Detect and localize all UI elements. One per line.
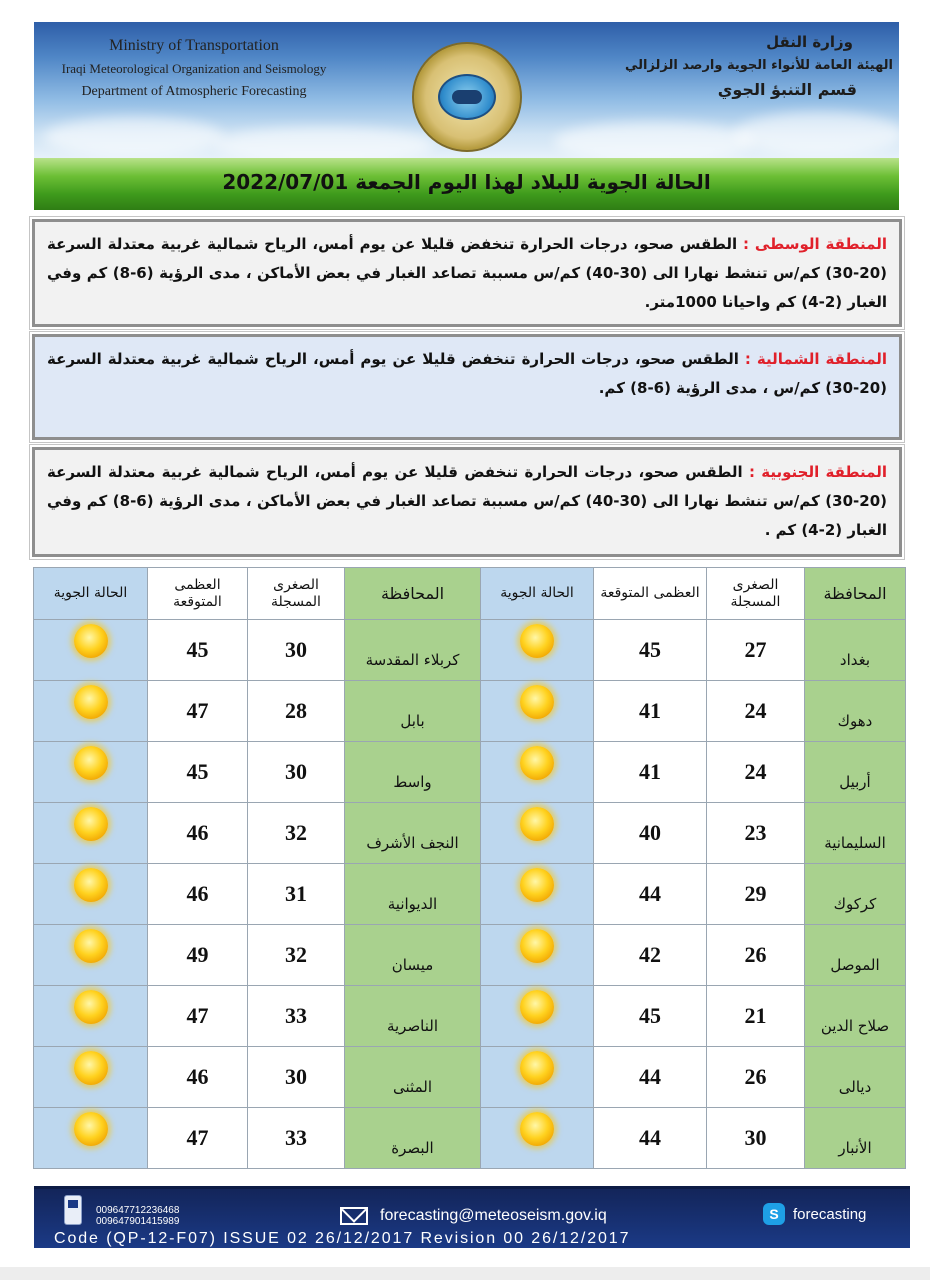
temperature-table bbox=[33, 567, 906, 1169]
governorate-cell bbox=[805, 742, 906, 803]
condition-cell bbox=[481, 742, 594, 803]
sun-icon bbox=[74, 1112, 108, 1146]
max-temp-cell bbox=[148, 925, 248, 986]
condition-cell bbox=[481, 1108, 594, 1169]
governorate-cell bbox=[345, 986, 481, 1047]
min-temp-value: 26 bbox=[744, 942, 767, 967]
skype-icon: S bbox=[763, 1203, 785, 1225]
header-min-recorded: الصغرى المسجلة bbox=[248, 568, 345, 620]
phone-numbers bbox=[96, 1205, 179, 1227]
max-temp-cell bbox=[148, 986, 248, 1047]
organization-name-ar: الهيئة العامة للأنواء الجوية وارصد الزلزالي bbox=[624, 58, 893, 73]
max-temp-cell bbox=[148, 681, 248, 742]
min-temp-value: 24 bbox=[744, 759, 767, 784]
sun-icon bbox=[74, 624, 108, 658]
min-temp-value: 32 bbox=[285, 820, 307, 845]
max-temp-cell bbox=[148, 742, 248, 803]
sun-icon bbox=[74, 807, 108, 841]
region-central bbox=[32, 219, 902, 327]
governorate-cell bbox=[805, 1047, 906, 1108]
table-row bbox=[34, 986, 906, 1047]
organization-logo bbox=[412, 42, 522, 152]
min-temp-value: 32 bbox=[285, 942, 307, 967]
page-title: الحالة الجوية للبلاد لهذا اليوم الجمعة 2022/07/01 bbox=[222, 170, 711, 194]
region-text: الطقس صحو، درجات الحرارة تنخفض قليلا عن يوم أمس، الرياح شمالية غربية معتدلة السرعة (20-30) كم/س تنشط نهارا الى (30-40) كم/س مسببة تصاعد الغبار في بعض الأماكن ، مدى الرؤية (6-8) كم وفي الغبار (2-4) كم واحيانا 1000متر. bbox=[47, 235, 887, 311]
max-temp-value: 46 bbox=[186, 820, 209, 845]
governorate-value: بابل bbox=[400, 712, 425, 730]
page-bottom-divider bbox=[0, 1267, 930, 1280]
governorate-cell bbox=[345, 803, 481, 864]
governorate-value: واسط bbox=[393, 773, 432, 791]
condition-cell bbox=[34, 1047, 148, 1108]
header-governorate: المحافظة bbox=[345, 568, 481, 620]
governorate-cell bbox=[345, 925, 481, 986]
governorate-cell bbox=[805, 986, 906, 1047]
min-temp-cell bbox=[248, 1047, 345, 1108]
max-temp-value: 44 bbox=[639, 1064, 661, 1089]
sun-icon bbox=[74, 868, 108, 902]
sun-icon bbox=[520, 807, 554, 841]
max-temp-cell bbox=[594, 620, 707, 681]
min-temp-value: 23 bbox=[744, 820, 767, 845]
logo-emblem bbox=[438, 74, 496, 120]
governorate-value: كركوك bbox=[833, 895, 877, 913]
max-temp-cell bbox=[594, 742, 707, 803]
sun-icon bbox=[520, 685, 554, 719]
governorate-cell bbox=[345, 1047, 481, 1108]
header-arabic-text bbox=[593, 30, 893, 102]
max-temp-value: 40 bbox=[639, 820, 661, 845]
region-north bbox=[32, 334, 902, 440]
condition-cell bbox=[481, 681, 594, 742]
governorate-cell bbox=[345, 864, 481, 925]
governorate-value: صلاح الدين bbox=[820, 1017, 890, 1035]
table-row bbox=[34, 1108, 906, 1169]
governorate-cell bbox=[805, 681, 906, 742]
max-temp-value: 45 bbox=[186, 759, 209, 784]
region-text: الطقس صحو، درجات الحرارة تنخفض قليلا عن يوم أمس، الرياح شمالية غربية معتدلة السرعة (20-30) كم/س ، مدى الرؤية (6-8) كم. bbox=[47, 350, 887, 397]
region-name: المنطقة الشمالية : bbox=[744, 350, 888, 368]
table-body bbox=[34, 620, 906, 1169]
min-temp-cell bbox=[248, 986, 345, 1047]
cloud-decoration bbox=[214, 127, 434, 162]
governorate-cell bbox=[345, 620, 481, 681]
min-temp-value: 29 bbox=[744, 881, 767, 906]
min-temp-value: 24 bbox=[744, 698, 767, 723]
min-temp-cell bbox=[707, 681, 805, 742]
table-row bbox=[34, 681, 906, 742]
max-temp-cell bbox=[594, 925, 707, 986]
min-temp-value: 30 bbox=[285, 637, 307, 662]
table-row bbox=[34, 620, 906, 681]
condition-cell bbox=[34, 925, 148, 986]
sun-icon bbox=[74, 929, 108, 963]
min-temp-value: 26 bbox=[744, 1064, 767, 1089]
min-temp-cell bbox=[707, 742, 805, 803]
header-condition: الحالة الجوية bbox=[34, 568, 148, 620]
condition-cell bbox=[34, 742, 148, 803]
max-temp-value: 44 bbox=[639, 881, 661, 906]
min-temp-value: 30 bbox=[285, 1064, 307, 1089]
min-temp-cell bbox=[707, 925, 805, 986]
max-temp-cell bbox=[594, 1047, 707, 1108]
max-temp-value: 49 bbox=[186, 942, 209, 967]
sun-icon bbox=[74, 1051, 108, 1085]
governorate-value: البصرة bbox=[391, 1139, 434, 1157]
table-header-row bbox=[34, 568, 906, 620]
min-temp-cell bbox=[707, 1047, 805, 1108]
header-max-expected: العظمى المتوقعة bbox=[148, 568, 248, 620]
governorate-cell bbox=[805, 1108, 906, 1169]
max-temp-cell bbox=[594, 1108, 707, 1169]
min-temp-cell bbox=[707, 864, 805, 925]
title-bar bbox=[34, 158, 899, 210]
min-temp-cell bbox=[707, 986, 805, 1047]
max-temp-value: 41 bbox=[639, 759, 661, 784]
footer bbox=[34, 1186, 910, 1248]
cloud-icon bbox=[452, 90, 482, 104]
region-south bbox=[32, 447, 902, 557]
min-temp-cell bbox=[248, 742, 345, 803]
max-temp-value: 47 bbox=[186, 698, 209, 723]
sun-icon bbox=[520, 868, 554, 902]
max-temp-value: 44 bbox=[639, 1125, 661, 1150]
max-temp-cell bbox=[594, 864, 707, 925]
governorate-value: الأنبار bbox=[838, 1139, 872, 1157]
governorate-value: الموصل bbox=[830, 956, 880, 974]
table-row bbox=[34, 925, 906, 986]
condition-cell bbox=[34, 864, 148, 925]
phone-icon bbox=[64, 1195, 82, 1225]
governorate-value: السليمانية bbox=[824, 834, 886, 852]
min-temp-cell bbox=[248, 681, 345, 742]
max-temp-value: 47 bbox=[186, 1125, 209, 1150]
header-banner bbox=[34, 22, 899, 162]
governorate-value: النجف الأشرف bbox=[366, 834, 459, 852]
condition-cell bbox=[34, 803, 148, 864]
min-temp-cell bbox=[248, 620, 345, 681]
max-temp-cell bbox=[594, 986, 707, 1047]
max-temp-value: 46 bbox=[186, 881, 209, 906]
max-temp-cell bbox=[148, 864, 248, 925]
min-temp-cell bbox=[248, 925, 345, 986]
min-temp-value: 21 bbox=[744, 1003, 767, 1028]
header-english-text bbox=[34, 34, 354, 103]
region-name: المنطقة الجنوبية : bbox=[748, 463, 887, 481]
min-temp-value: 33 bbox=[285, 1003, 307, 1028]
sun-icon bbox=[520, 746, 554, 780]
ministry-name-ar: وزارة النقل bbox=[766, 33, 853, 51]
cloud-decoration bbox=[44, 117, 224, 157]
max-temp-value: 45 bbox=[186, 637, 209, 662]
cloud-decoration bbox=[554, 122, 754, 162]
sun-icon bbox=[74, 746, 108, 780]
condition-cell bbox=[481, 803, 594, 864]
sun-icon bbox=[520, 1051, 554, 1085]
min-temp-cell bbox=[248, 803, 345, 864]
min-temp-value: 28 bbox=[285, 698, 307, 723]
organization-name-en: Iraqi Meteorological Organization and Seismology bbox=[61, 61, 327, 76]
governorate-value: الديوانية bbox=[387, 895, 438, 913]
max-temp-value: 46 bbox=[186, 1064, 209, 1089]
min-temp-cell bbox=[707, 803, 805, 864]
min-temp-value: 31 bbox=[285, 881, 307, 906]
max-temp-value: 41 bbox=[639, 698, 661, 723]
header-max-expected: العظمى المتوقعة bbox=[594, 568, 707, 620]
min-temp-value: 30 bbox=[285, 759, 307, 784]
min-temp-cell bbox=[707, 1108, 805, 1169]
governorate-value: ديالى bbox=[838, 1078, 872, 1096]
condition-cell bbox=[34, 681, 148, 742]
table-row bbox=[34, 742, 906, 803]
condition-cell bbox=[481, 986, 594, 1047]
condition-cell bbox=[34, 1108, 148, 1169]
condition-cell bbox=[481, 620, 594, 681]
sun-icon bbox=[520, 929, 554, 963]
cloud-decoration bbox=[734, 112, 899, 156]
governorate-cell bbox=[805, 925, 906, 986]
governorate-cell bbox=[345, 742, 481, 803]
min-temp-cell bbox=[248, 1108, 345, 1169]
region-text: الطقس صحو، درجات الحرارة تنخفض قليلا عن يوم أمس، الرياح شمالية غربية معتدلة السرعة (20-30) كم/س تنشط نهارا الى (30-40) كم/س مسببة تصاعد الغبار في بعض الأماكن ، مدى الرؤية (6-8) كم وفي الغبار (2-4) كم . bbox=[47, 463, 887, 539]
max-temp-value: 45 bbox=[639, 1003, 661, 1028]
governorate-value: كربلاء المقدسة bbox=[365, 651, 460, 669]
header-governorate: المحافظة bbox=[805, 568, 906, 620]
governorate-cell bbox=[805, 803, 906, 864]
governorate-value: الناصرية bbox=[386, 1017, 439, 1035]
max-temp-value: 45 bbox=[639, 637, 661, 662]
max-temp-cell bbox=[148, 1108, 248, 1169]
department-name-en: Department of Atmospheric Forecasting bbox=[81, 84, 307, 99]
min-temp-cell bbox=[248, 864, 345, 925]
ministry-name-en: Ministry of Transportation bbox=[109, 37, 279, 54]
max-temp-cell bbox=[594, 681, 707, 742]
min-temp-value: 30 bbox=[744, 1125, 767, 1150]
sun-icon bbox=[520, 624, 554, 658]
table-row bbox=[34, 864, 906, 925]
phone-number: 009647712236468 bbox=[96, 1205, 180, 1216]
sun-icon bbox=[520, 990, 554, 1024]
header-min-recorded: الصغرى المسجلة bbox=[707, 568, 805, 620]
condition-cell bbox=[34, 986, 148, 1047]
skype-handle[interactable]: forecasting bbox=[793, 1206, 867, 1223]
max-temp-cell bbox=[594, 803, 707, 864]
region-name: المنطقة الوسطى : bbox=[743, 235, 887, 253]
max-temp-value: 42 bbox=[639, 942, 661, 967]
governorate-value: بغداد bbox=[839, 651, 871, 669]
governorate-value: المثنى bbox=[393, 1078, 432, 1096]
document-code: Code (QP-12-F07) ISSUE 02 26/12/2017 Revision 00 26/12/2017 bbox=[54, 1230, 631, 1247]
governorate-value: أربيل bbox=[839, 773, 871, 791]
mail-icon bbox=[340, 1207, 368, 1225]
governorate-cell bbox=[345, 681, 481, 742]
condition-cell bbox=[481, 925, 594, 986]
table-row bbox=[34, 1047, 906, 1108]
header-condition: الحالة الجوية bbox=[481, 568, 594, 620]
table-row bbox=[34, 803, 906, 864]
sun-icon bbox=[74, 685, 108, 719]
min-temp-value: 27 bbox=[744, 637, 767, 662]
email-address[interactable]: forecasting@meteoseism.gov.iq bbox=[380, 1207, 607, 1224]
condition-cell bbox=[481, 864, 594, 925]
governorate-value: ميسان bbox=[391, 956, 434, 974]
governorate-cell bbox=[345, 1108, 481, 1169]
sun-icon bbox=[74, 990, 108, 1024]
governorate-cell bbox=[805, 864, 906, 925]
department-name-ar: قسم التنبؤ الجوي bbox=[717, 80, 857, 99]
condition-cell bbox=[481, 1047, 594, 1108]
min-temp-cell bbox=[707, 620, 805, 681]
governorate-cell bbox=[805, 620, 906, 681]
max-temp-value: 47 bbox=[186, 1003, 209, 1028]
max-temp-cell bbox=[148, 803, 248, 864]
condition-cell bbox=[34, 620, 148, 681]
governorate-value: دهوك bbox=[837, 712, 873, 730]
min-temp-value: 33 bbox=[285, 1125, 307, 1150]
sun-icon bbox=[520, 1112, 554, 1146]
max-temp-cell bbox=[148, 1047, 248, 1108]
phone-number: 009647901415989 bbox=[96, 1216, 180, 1227]
max-temp-cell bbox=[148, 620, 248, 681]
